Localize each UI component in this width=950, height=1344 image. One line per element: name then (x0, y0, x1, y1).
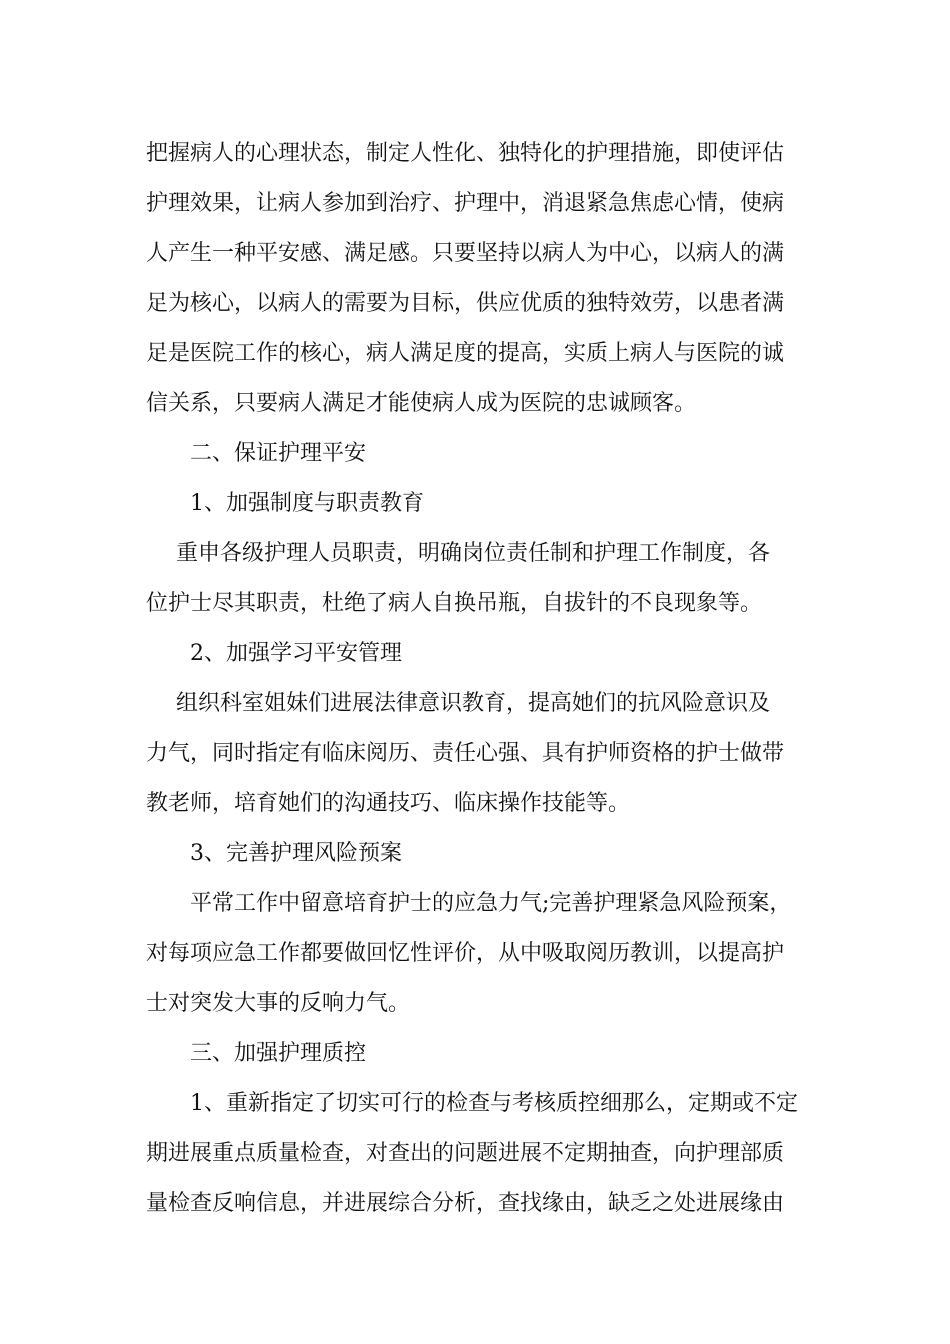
section-heading-3: 三、加强护理质控 (190, 1041, 367, 1066)
paragraph-1-line-1: 把握病人的心理状态，制定人性化、独特化的护理措施，即使评估 (146, 141, 785, 166)
paragraph-1-line-5: 足是医院工作的核心，病人满足度的提高，实质上病人与医院的诚 (146, 341, 785, 366)
paragraph-2-2-line-1: 组织科室姐妹们进展法律意识教育，提高她们的抗风险意识及 (176, 691, 771, 716)
paragraph-3-1-line-1: 1、重新指定了切实可行的检查与考核质控细那么，定期或不定 (190, 1091, 798, 1116)
paragraph-3-1-line-2: 期进展重点质量检查，对查出的问题进展不定期抽查，向护理部质 (146, 1141, 785, 1166)
paragraph-3-1-line-3: 量检查反响信息，并进展综合分析，查找缘由，缺乏之处进展缘由 (146, 1191, 785, 1216)
subheading-2-1: 1、加强制度与职责教育 (190, 491, 424, 516)
paragraph-2-3-line-2: 对每项应急工作都要做回忆性评价，从中吸取阅历教训，以提高护 (146, 941, 785, 966)
subheading-2-3: 3、完善护理风险预案 (190, 841, 402, 866)
paragraph-1-line-3: 人产生一种平安感、满足感。只要坚持以病人为中心，以病人的满 (146, 241, 785, 266)
paragraph-2-3-line-3: 士对突发大事的反响力气。 (146, 991, 411, 1016)
paragraph-2-3-line-1: 平常工作中留意培育护士的应急力气;完善护理紧急风险预案， (190, 891, 792, 916)
subheading-2-2: 2、加强学习平安管理 (190, 641, 402, 666)
paragraph-2-2-line-3: 教老师，培育她们的沟通技巧、临床操作技能等。 (146, 791, 631, 816)
section-heading-2: 二、保证护理平安 (190, 441, 367, 466)
paragraph-2-2-line-2: 力气，同时指定有临床阅历、责任心强、具有护师资格的护士做带 (146, 741, 785, 766)
paragraph-2-1-line-1: 重申各级护理人员职责，明确岗位责任制和护理工作制度，各 (176, 541, 771, 566)
paragraph-2-1-line-2: 位护士尽其职责，杜绝了病人自换吊瓶，自拔针的不良现象等。 (146, 591, 763, 616)
paragraph-1-line-2: 护理效果，让病人参加到治疗、护理中，消退紧急焦虑心情，使病 (146, 191, 785, 216)
paragraph-1-line-4: 足为核心，以病人的需要为目标，供应优质的独特效劳，以患者满 (146, 291, 785, 316)
paragraph-1-line-6: 信关系，只要病人满足才能使病人成为医院的忠诚顾客。 (146, 391, 697, 416)
